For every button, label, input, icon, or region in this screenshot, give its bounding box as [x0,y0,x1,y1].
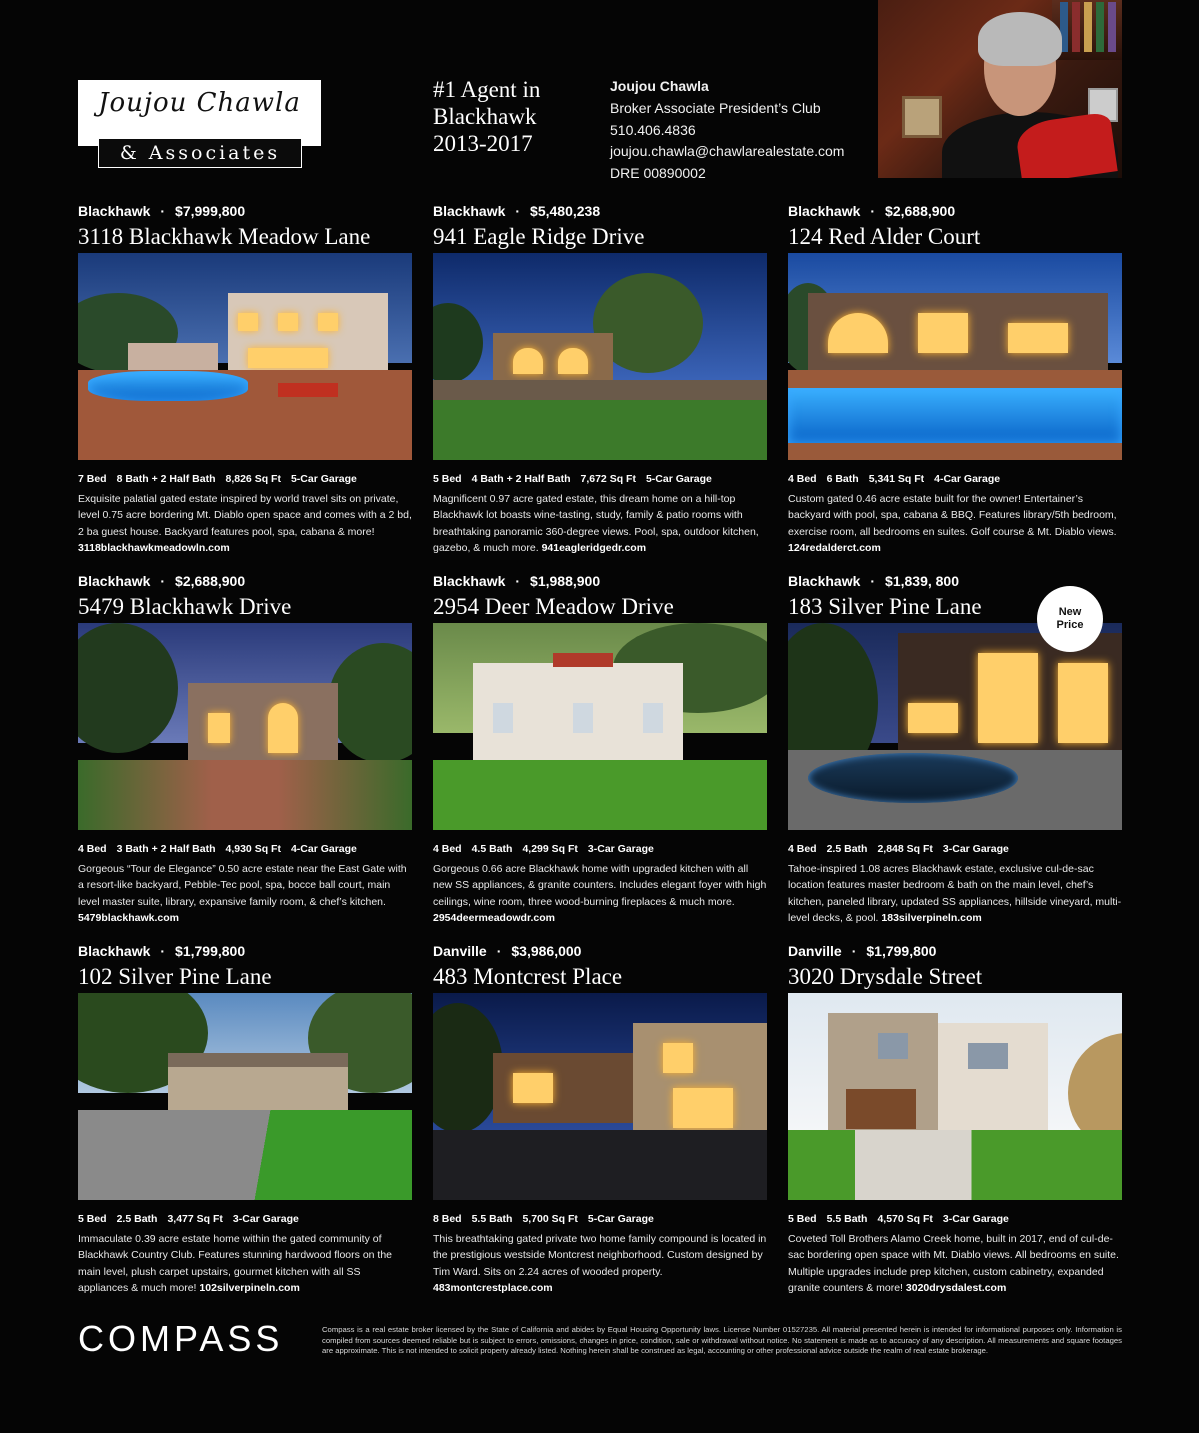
listing-city: Danville [433,943,487,959]
listing-url[interactable]: 941eagleridgedr.com [541,541,647,554]
description-text: Tahoe-inspired 1.08 acres Blackhawk estate, exclusive cul-de-sac location features master bedroom & bath on the main level, chef’s kitchen, paneled library, updated SS appliances, hillside vineyard, multi-level decks, & pool. [788,863,1122,924]
listing-price: $2,688,900 [175,573,246,589]
listing-price: $3,986,000 [511,943,582,959]
listing-meta: Blackhawk · $1,799,800 [78,943,246,959]
agent-name: Joujou Chawla [610,78,709,94]
spec-sqft: 5,700 Sq Ft [522,1213,578,1225]
listing-photo[interactable] [78,623,412,830]
listing-card[interactable] [78,571,412,926]
listing-address: 102 Silver Pine Lane [78,964,272,989]
listing-card[interactable] [78,941,412,1296]
spec-baths: 3 Bath + 2 Half Bath [116,843,216,855]
listing-description [433,861,767,926]
listing-specs [433,1211,767,1227]
new-price-badge [1037,586,1103,652]
listing-price: $1,799,800 [175,943,246,959]
spec-garage: 5-Car Garage [290,473,357,485]
listing-card[interactable] [78,201,412,556]
spec-beds: 5 Bed [788,1213,817,1225]
description-text: Coveted Toll Brothers Alamo Creek home, built in 2017, end of cul-de-sac bordering open space with Mt. Diablo views. All bedrooms en suite. Multiple upgrades include prep kitchen, custom cabinetry, expanded granite counters & more! [788,1233,1119,1294]
spec-sqft: 2,848 Sq Ft [877,843,933,855]
spec-sqft: 4,930 Sq Ft [225,843,281,855]
tagline-line: #1 Agent in [433,77,541,102]
listing-url[interactable]: 5479blackhawk.com [78,911,179,924]
spec-baths: 8 Bath + 2 Half Bath [116,473,216,485]
listing-description [78,491,412,556]
spec-baths: 5.5 Bath [471,1213,513,1225]
spec-beds: 4 Bed [788,843,817,855]
listing-city: Blackhawk [433,203,506,219]
listing-meta: Blackhawk · $1,839, 800 [788,573,960,589]
agent-email[interactable]: joujou.chawla@chawlarealestate.com [610,143,845,160]
listing-meta: Blackhawk · $2,688,900 [788,203,956,219]
listing-price: $2,688,900 [885,203,956,219]
listing-description [788,861,1122,926]
listing-price: $5,480,238 [530,203,601,219]
tagline-line: Blackhawk [433,104,537,129]
listing-city: Blackhawk [433,573,506,589]
agent-phone[interactable]: 510.406.4836 [610,121,696,138]
listing-photo[interactable] [788,623,1122,830]
listing-city: Danville [788,943,842,959]
spec-sqft: 4,299 Sq Ft [522,843,578,855]
listing-photo[interactable] [78,993,412,1200]
listing-meta: Blackhawk · $7,999,800 [78,203,246,219]
spec-beds: 7 Bed [78,473,107,485]
listing-city: Blackhawk [788,573,861,589]
description-text: Custom gated 0.46 acre estate built for the owner! Entertainer’s backyard with pool, spa, cabana & BBQ. Features library/5th bedroom, exercise room, all bedrooms en suites. Golf course & Mt. Diablo views. [788,493,1117,538]
listing-meta: Danville · $1,799,800 [788,943,937,959]
listing-description [78,1231,412,1296]
agent-portrait [878,0,1122,178]
listing-description [788,1231,1122,1296]
listing-card[interactable] [433,941,767,1296]
spec-beds: 4 Bed [78,843,107,855]
spec-baths: 2.5 Bath [116,1213,158,1225]
listing-card[interactable] [433,571,767,926]
listing-card[interactable] [788,941,1122,1296]
agency-logo [78,80,321,146]
listing-url[interactable]: 124redalderct.com [788,541,881,554]
listing-specs [433,841,767,857]
description-text: Gorgeous “Tour de Elegance” 0.50 acre estate near the East Gate with a resort-like backyard, Pebble-Tec pool, spa, bocce ball court, main level master suite, library, expansive family room, & chef’s kitchen. [78,863,407,908]
spec-garage: 5-Car Garage [587,1213,654,1225]
listing-url[interactable]: 2954deermeadowdr.com [433,911,555,924]
listing-url[interactable]: 483montcrestplace.com [433,1281,553,1294]
spec-baths: 5.5 Bath [826,1213,868,1225]
spec-sqft: 5,341 Sq Ft [868,473,925,485]
spec-garage: 4-Car Garage [934,473,1001,485]
listing-address: 124 Red Alder Court [788,224,981,249]
listing-description [433,1231,767,1296]
listing-price: $1,799,800 [866,943,937,959]
listing-price: $7,999,800 [175,203,246,219]
listing-city: Blackhawk [78,203,151,219]
listing-address: 2954 Deer Meadow Drive [433,594,674,619]
listing-card[interactable] [788,201,1122,556]
listing-city: Blackhawk [788,203,861,219]
listing-specs [78,841,412,857]
logo-subtitle: & Associates [98,138,302,168]
spec-beds: 4 Bed [788,473,817,485]
listing-description [78,861,412,926]
listing-description [433,491,767,556]
listing-specs [433,471,767,487]
spec-baths: 2.5 Bath [826,843,868,855]
listing-meta: Blackhawk · $2,688,900 [78,573,246,589]
spec-beds: 8 Bed [433,1213,462,1225]
description-text: Magnificent 0.97 acre gated estate, this dream home on a hill-top Blackhawk lot boasts wine-tasting, study, family & patio rooms with breathtaking panoramic 360-degree views. Pool, spa, outdoor kitchen, gazebo, & much more. [433,493,759,554]
agent-contact [610,76,870,185]
listing-photo[interactable] [433,993,767,1200]
listing-photo[interactable] [433,623,767,830]
spec-sqft: 8,826 Sq Ft [225,473,281,485]
listing-address: 3118 Blackhawk Meadow Lane [78,224,371,249]
spec-garage: 3-Car Garage [587,843,654,855]
spec-garage: 5-Car Garage [645,473,712,485]
description-text: This breathtaking gated private two home family compound is located in the prestigious westside Montcrest neighborhood. Custom designed by Tim Ward. Sits on 2.24 acres of wooded property. [433,1233,767,1278]
agent-tagline [433,76,593,157]
listing-specs [788,841,1122,857]
spec-beds: 5 Bed [78,1213,107,1225]
compass-logo: COMPASS [78,1318,284,1359]
listing-url[interactable]: 3020drysdalest.com [905,1281,1007,1294]
spec-sqft: 7,672 Sq Ft [580,473,636,485]
badge-line: Price [1056,619,1084,631]
listing-photo[interactable] [788,253,1122,460]
spec-garage: 3-Car Garage [232,1213,299,1225]
description-text: Gorgeous 0.66 acre Blackhawk home with upgraded kitchen with all new SS appliances, & granite counters. Includes elegant foyer with high ceilings, wine room, three wood-burning fireplaces & much more. [433,863,767,908]
listing-specs [788,471,1122,487]
spec-beds: 4 Bed [433,843,462,855]
listing-photo[interactable] [433,253,767,460]
listing-price: $1,839, 800 [885,573,960,589]
spec-garage: 4-Car Garage [290,843,357,855]
spec-beds: 5 Bed [433,473,462,485]
spec-garage: 3-Car Garage [942,843,1009,855]
listing-meta: Danville · $3,986,000 [433,943,582,959]
listing-address: 483 Montcrest Place [433,964,623,989]
listing-url[interactable]: 183silverpineln.com [881,911,982,924]
listing-price: $1,988,900 [530,573,601,589]
listing-city: Blackhawk [78,943,151,959]
listing-card[interactable] [433,201,767,556]
listing-city: Blackhawk [78,573,151,589]
agent-title: Broker Associate President’s Club [610,99,821,116]
listing-photo[interactable] [78,253,412,460]
description-text: Exquisite palatial gated estate inspired by world travel sits on private, level 0.75 acre bordering Mt. Diablo open space and comes with a 2 bd, 2 ba guest house. Backyard features pool, spa, cabana & more! [78,493,412,538]
spec-baths: 4 Bath + 2 Half Bath [471,473,571,485]
spec-baths: 4.5 Bath [471,843,513,855]
listing-url[interactable]: 3118blackhawkmeadowln.com [78,541,230,554]
badge-line: New [1058,606,1082,618]
logo-name: Joujou Chawla [98,88,301,118]
listing-specs [78,471,412,487]
listing-meta: Blackhawk · $5,480,238 [433,203,601,219]
listing-address: 3020 Drysdale Street [788,964,983,989]
listing-address: 941 Eagle Ridge Drive [433,224,645,249]
description-text: Immaculate 0.39 acre estate home within the gated community of Blackhawk Country Club. Features stunning hardwood floors on the main level, plush carpet upstairs, gourmet kitchen with all SS appliances & much more! [78,1233,393,1294]
spec-baths: 6 Bath [826,473,859,485]
tagline-line: 2013-2017 [433,131,533,156]
listing-url[interactable]: 102silverpineln.com [199,1281,300,1294]
spec-sqft: 4,570 Sq Ft [877,1213,933,1225]
listing-address: 5479 Blackhawk Drive [78,594,292,619]
listing-meta: Blackhawk · $1,988,900 [433,573,601,589]
agent-license: DRE 00890002 [610,165,706,182]
spec-garage: 3-Car Garage [942,1213,1009,1225]
listing-specs [788,1211,1122,1227]
legal-disclaimer: Compass is a real estate broker licensed by the State of California and abides by Equal Housing Opportunity laws. License Number 01527235. All material presented herein is intended for informational purposes only. Information is compiled from sources deemed reliable but is subject to errors, omissions, changes in price, condition, sale or withdrawal without notice. No statement is made as to accuracy of any description. All measurements and square footages are approximate. This is not intended to solicit property already listed. Nothing herein shall be construed as legal, accounting or other professional advice outside the realm of real estate brokerage. [322,1325,1122,1356]
listing-specs [78,1211,412,1227]
listing-photo[interactable] [788,993,1122,1200]
spec-sqft: 3,477 Sq Ft [167,1213,223,1225]
listing-description [788,491,1122,556]
listing-address: 183 Silver Pine Lane [788,594,982,619]
